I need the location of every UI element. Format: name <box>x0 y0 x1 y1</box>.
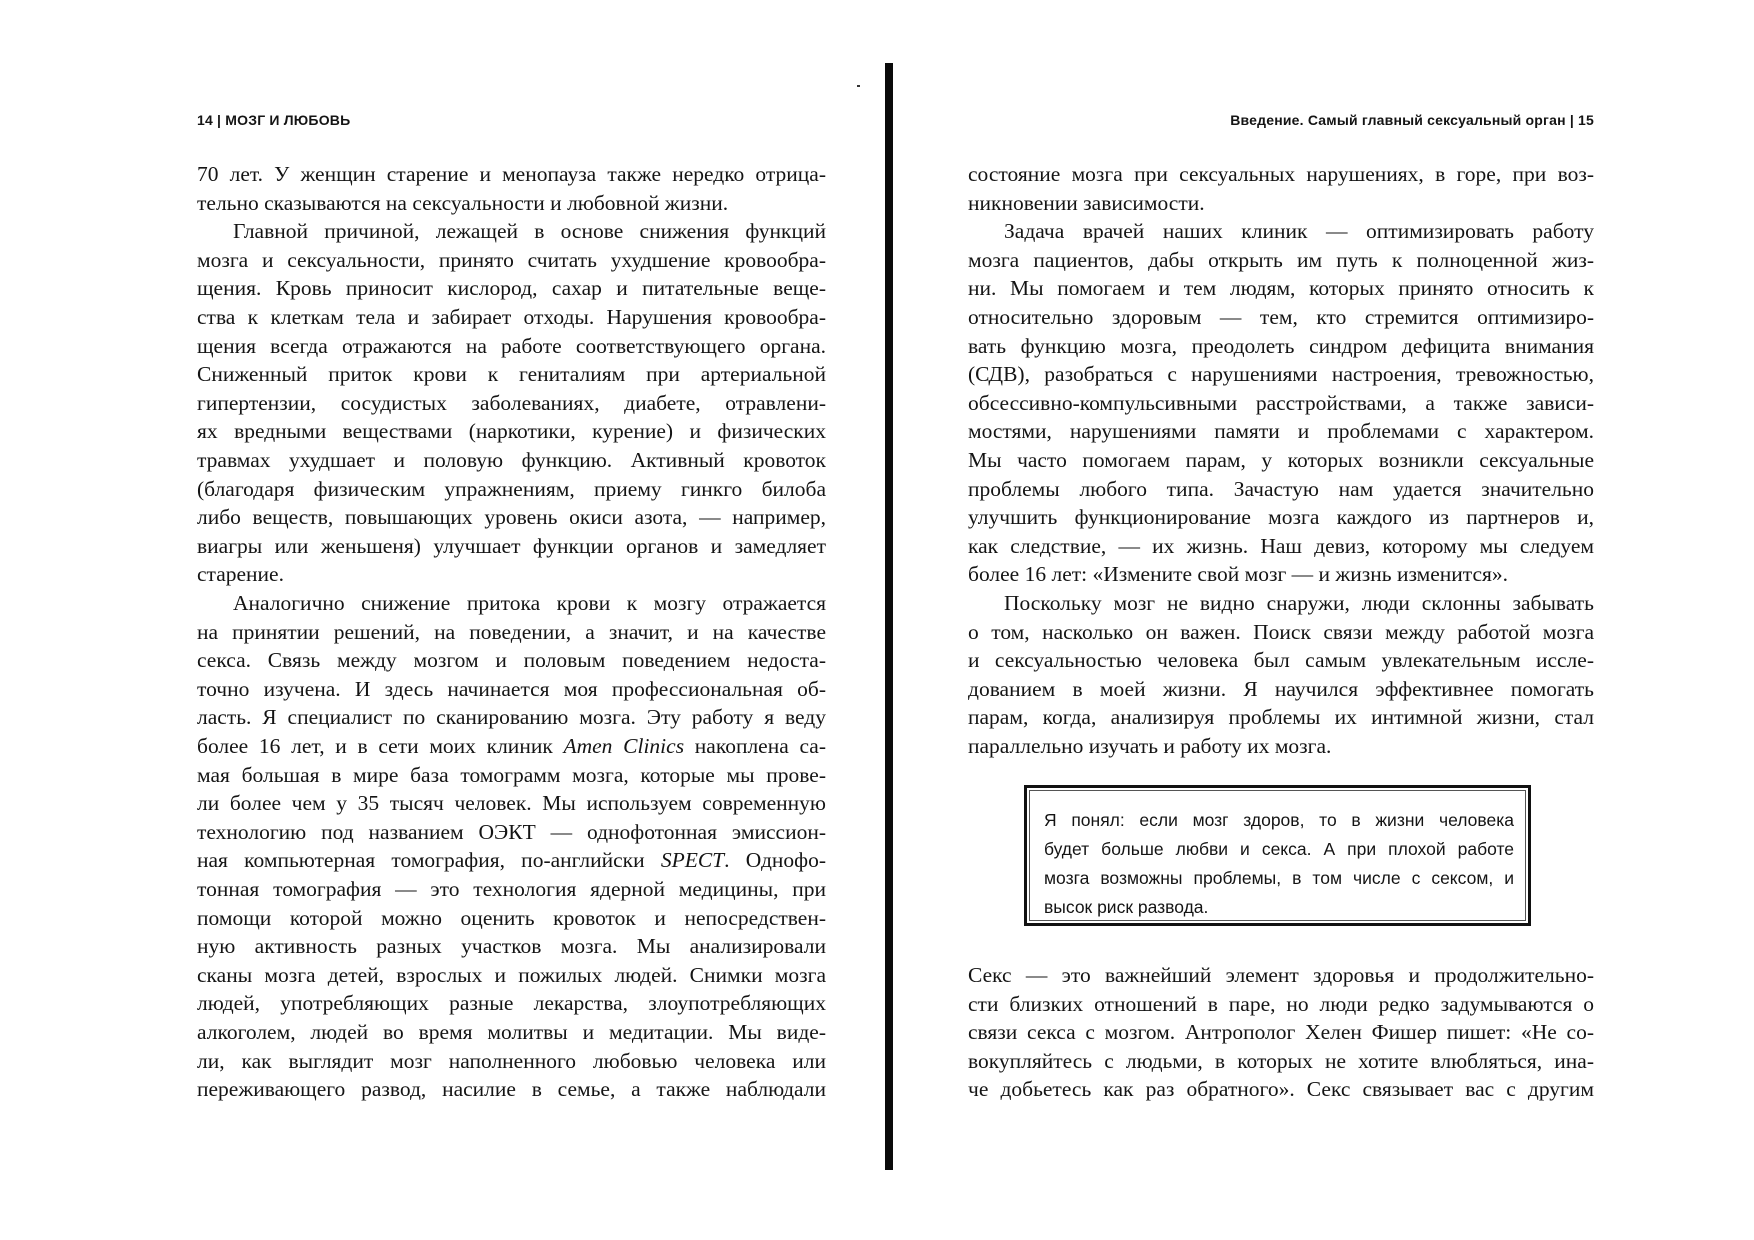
text-line: относительно здоровым — тем, кто стремится оптимизиро- <box>968 305 1594 329</box>
text-segment: ная компьютерная томография, по-английски <box>197 848 661 873</box>
text-line: на принятии решений, на поведении, а значит, и на качестве <box>197 619 826 644</box>
text-line: ни. Мы помогаем и тем людям, которых принято относить к <box>968 276 1594 301</box>
text-line: проблемы любого типа. Зачастую нам удается значительно <box>968 476 1594 501</box>
text-line: сканы мозга детей, взрослых и пожилых людей. Снимки мозга <box>197 962 826 987</box>
text-line: 70 лет. У женщин старение и менопауза также нередко отрица- <box>197 162 826 186</box>
text-line: Поскольку мозг не видно снаружи, люди склонны забывать <box>1004 591 1594 615</box>
text-line: мая большая в мире база томограмм мозга, которые мы прове- <box>197 762 826 787</box>
callout-box <box>1024 785 1531 926</box>
text-line: (благодаря физическим упражнениям, приему гинкго билоба <box>197 476 826 501</box>
text-segment: более 16 лет, и в сети моих клиник <box>197 734 564 758</box>
text-line: (СДВ), разобраться с нарушениями настроения, тревожностью, <box>968 362 1594 387</box>
running-head-left: 14 | МОЗГ И ЛЮБОВЬ <box>197 112 351 128</box>
text-line: тельно сказываются на сексуальности и любовной жизни. <box>197 190 729 215</box>
text-line: вокупляйтесь с людьми, в которых не хотите влюбляться, ина- <box>968 1048 1594 1073</box>
callout-line: Я понял: если мозг здоров, то в жизни человека <box>1044 810 1514 830</box>
text-line: Аналогично снижение притока крови к мозгу отражается <box>233 591 826 615</box>
text-line: Мы часто помогаем парам, у которых возникли сексуальные <box>968 448 1594 472</box>
text-line: гипертензии, сосудистых заболеваниях, диабете, отравлени- <box>197 390 826 415</box>
text-line: ную активность разных участков мозга. Мы анализировали <box>197 934 826 959</box>
italic-term: Amen Clinics <box>563 734 685 758</box>
text-line <box>197 732 826 760</box>
callout-line: мозга возможны проблемы, в том числе с сексом, и <box>1044 868 1514 888</box>
text-line: вать функцию мозга, преодолеть синдром дефицита внимания <box>968 333 1594 358</box>
text-line: парам, когда, анализируя проблемы их интимной жизни, стал <box>968 705 1594 730</box>
text-line: виагры или женьшеня) улучшает функции органов и замедляет <box>197 533 826 558</box>
text-line: как следствие, — их жизнь. Наш девиз, которому мы следуем <box>968 533 1594 558</box>
text-line: Главной причиной, лежащей в основе снижения функций <box>233 219 826 244</box>
text-line: состояние мозга при сексуальных нарушениях, в горе, при воз- <box>968 162 1594 186</box>
text-line: мозга пациентов, дабы открыть им путь к полноценной жиз- <box>968 247 1594 272</box>
text-line: ях вредными веществами (наркотики, курение) и физических <box>197 419 826 444</box>
text-line: обсессивно-компульсивными расстройствами, а также зависи- <box>968 390 1594 415</box>
text-line: секса. Связь между мозгом и половым поведением недоста- <box>197 648 826 673</box>
text-line: че добьетесь как раз обратного». Секс связывает вас с другим <box>968 1077 1594 1102</box>
italic-term: SPECT <box>660 848 725 873</box>
text-line: ли более чем у 35 тысяч человек. Мы используем современную <box>197 791 826 816</box>
text-line: щения всегда отражаются на работе соответствующего органа. <box>197 333 826 358</box>
text-line: мозга и сексуальности, принято считать ухудшение кровообра- <box>197 247 826 272</box>
scan-speck <box>857 85 860 87</box>
text-line: о том, насколько он важен. Поиск связи между работой мозга <box>968 619 1594 644</box>
text-line: травмах ухудшает и половую функцию. Активный кровоток <box>197 448 826 472</box>
text-line: Задача врачей наших клиник — оптимизировать работу <box>1004 219 1594 244</box>
running-head-right: Введение. Самый главный сексуальный орган | 15 <box>1230 112 1594 128</box>
text-line: улучшить функционирование мозга каждого из партнеров и, <box>968 505 1594 530</box>
text-line: помощи которой можно оценить кровоток и непосредствен- <box>197 905 826 930</box>
text-line: параллельно изучать и работу их мозга. <box>968 734 1332 758</box>
text-line: Сниженный приток крови к гениталиям при артериальной <box>197 362 826 387</box>
text-segment: . Однофо- <box>724 848 826 873</box>
text-segment: накоплена са- <box>684 734 826 758</box>
text-line: людей, употребляющих разные лекарства, злоупотребляющих <box>197 991 826 1016</box>
text-line: и сексуальностью человека был самым увлекательным иссле- <box>968 648 1594 673</box>
text-line: точно изучена. И здесь начинается моя профессиональная об- <box>197 676 826 701</box>
text-line: старение. <box>197 562 284 587</box>
text-line: ства к клеткам тела и забирает отходы. Нарушения кровообра- <box>197 305 826 329</box>
callout-line: высок риск развода. <box>1044 897 1209 917</box>
text-line: либо веществ, повышающих уровень окиси азота, — например, <box>197 505 826 530</box>
text-line: щения. Кровь приносит кислород, сахар и питательные веще- <box>197 276 826 301</box>
text-line: мостями, нарушениями памяти и проблемами с характером. <box>968 419 1594 444</box>
text-line: сти близких отношений в паре, но люди редко задумываются о <box>968 991 1594 1016</box>
text-line: тонная томография — это технология ядерной медицины, при <box>197 877 826 901</box>
text-line: алкоголем, людей во время молитвы и медитации. Мы виде- <box>197 1020 826 1044</box>
text-line <box>197 846 826 874</box>
text-line: технологию под названием ОЭКТ — однофотонная эмиссион- <box>197 819 826 844</box>
book-spine-shadow <box>885 63 893 1170</box>
text-line: переживающего развод, насилие в семье, а также наблюдали <box>197 1077 826 1102</box>
callout-line: будет больше любви и секса. А при плохой работе <box>1044 839 1514 859</box>
text-line: ли, как выглядит мозг наполненного любовью человека или <box>197 1048 826 1073</box>
text-line: более 16 лет: «Измените свой мозг — и жизнь изменится». <box>968 562 1509 587</box>
text-line: никновении зависимости. <box>968 190 1205 215</box>
text-line: Секс — это важнейший элемент здоровья и продолжительно- <box>968 963 1594 987</box>
text-line: связи секса с мозгом. Антрополог Хелен Фишер пишет: «Не со- <box>968 1020 1594 1045</box>
text-line: дованием в моей жизни. Я научился эффективнее помогать <box>968 676 1594 701</box>
text-line: ласть. Я специалист по сканированию мозга. Эту работу я веду <box>197 705 826 730</box>
